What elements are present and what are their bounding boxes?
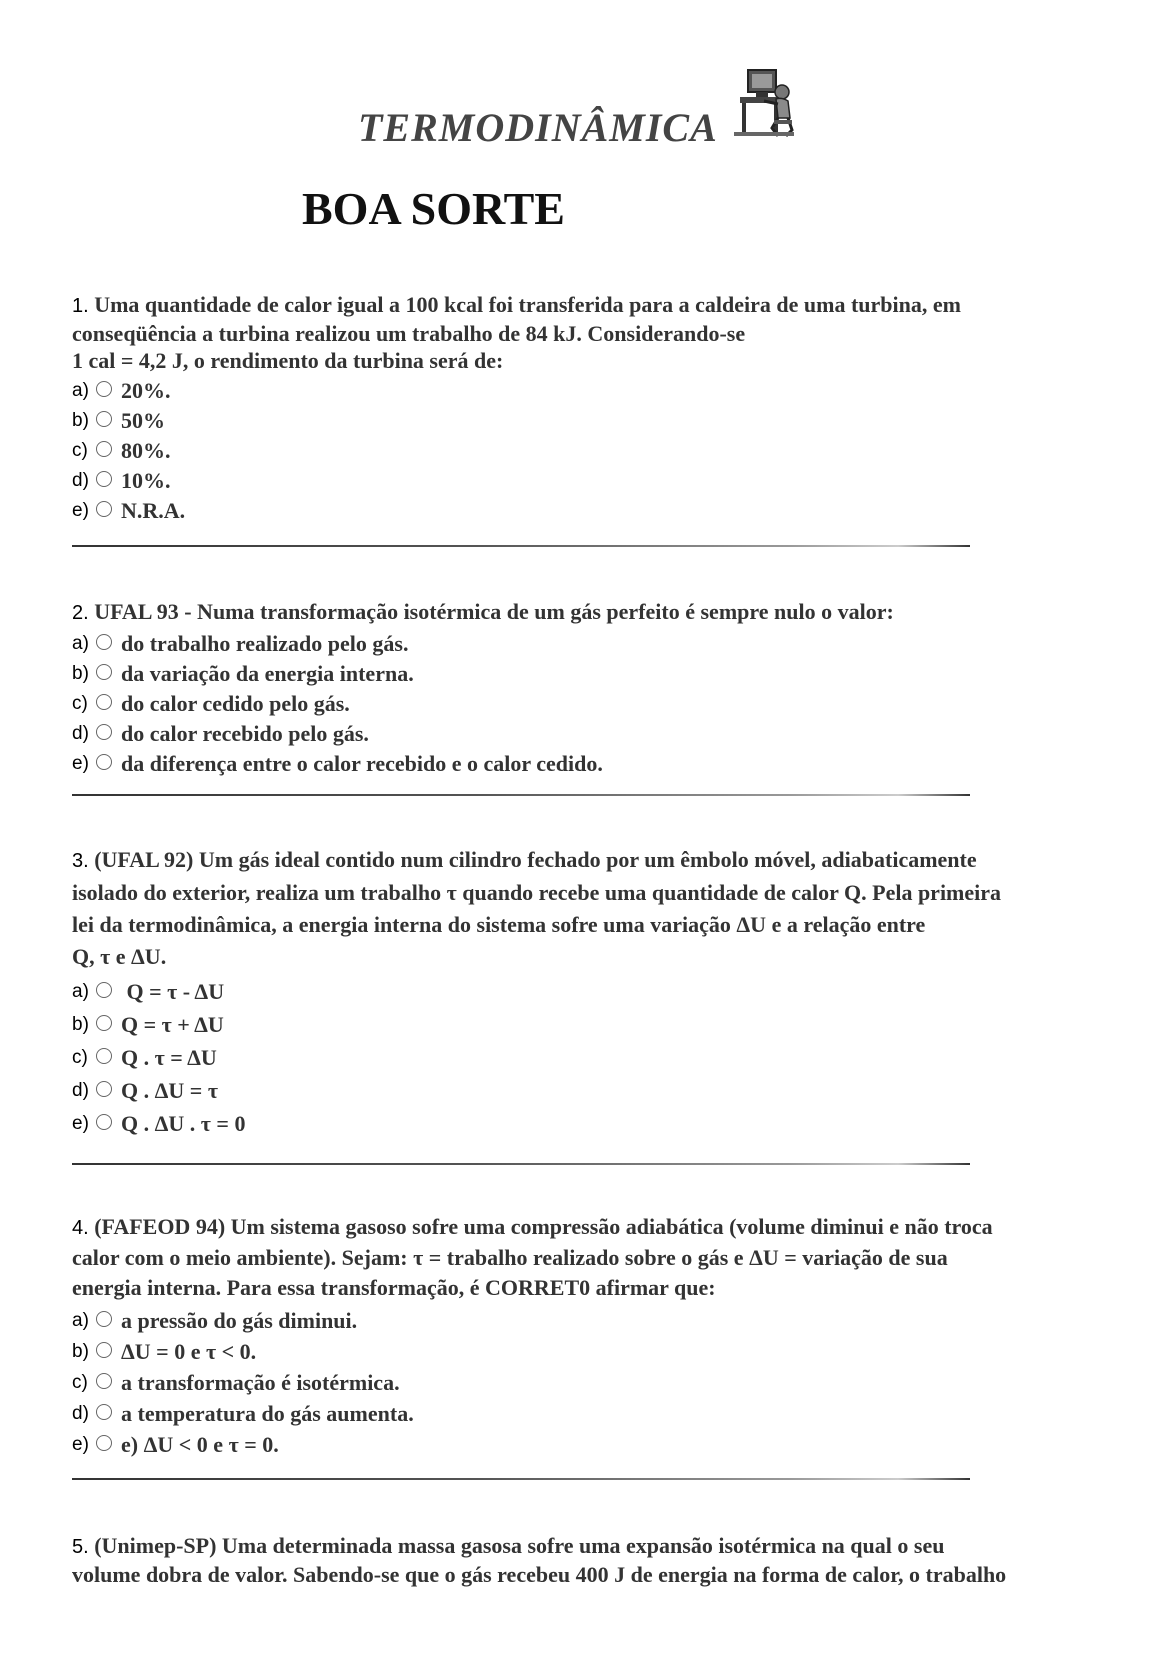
stem-line: (FAFEOD 94) Um sistema gasoso sofre uma compressão adiabática (volume diminui e não troca (94, 1214, 993, 1239)
question-number: 4. (72, 1217, 89, 1239)
radio-button[interactable] (96, 1048, 112, 1064)
option-text: N.R.A. (121, 498, 186, 523)
stem-line: 1 cal = 4,2 J, o rendimento da turbina será de: (72, 348, 504, 373)
option-e[interactable] (72, 1429, 1112, 1460)
option-text: a temperatura do gás aumenta. (121, 1400, 414, 1426)
question-3-stem (72, 844, 1112, 973)
radio-button[interactable] (96, 754, 112, 770)
divider (72, 794, 970, 796)
stem-line: (UFAL 92) Um gás ideal contido num cilindro fechado por um êmbolo móvel, adiabaticamente (94, 847, 977, 872)
radio-button[interactable] (96, 1311, 112, 1327)
radio-button[interactable] (96, 664, 112, 680)
question-4 (72, 1212, 1112, 1460)
option-text: do calor recebido pelo gás. (121, 721, 369, 746)
option-b[interactable] (72, 659, 1112, 689)
option-text: a pressão do gás diminui. (121, 1307, 358, 1333)
option-text: Q . ΔU . τ = 0 (121, 1110, 246, 1136)
option-b[interactable] (72, 1008, 1112, 1041)
subtitle: BOA SORTE (302, 183, 565, 234)
question-number: 2. (72, 602, 89, 624)
page-title: TERMODINÂMICA (358, 105, 718, 150)
divider (72, 1163, 970, 1165)
question-1-stem (72, 291, 1112, 374)
option-text: Q = τ - ΔU (121, 978, 225, 1004)
options-list (72, 1305, 1112, 1460)
option-letter: d) (72, 1402, 89, 1424)
option-text: 20%. (121, 378, 171, 403)
stem-line: lei da termodinâmica, a energia interna do sistema sofre uma variação ΔU e a relação entre (72, 912, 926, 937)
radio-button[interactable] (96, 1114, 112, 1130)
stem-line: conseqüência a turbina realizou um trabalho de 84 kJ. Considerando-se (72, 321, 746, 346)
option-b[interactable] (72, 406, 1112, 436)
option-letter: e) (72, 1433, 89, 1455)
question-2 (72, 598, 1112, 779)
radio-button[interactable] (96, 1081, 112, 1097)
question-2-stem (72, 598, 1112, 627)
stem-line: energia interna. Para essa transformação, é CORRET0 afirmar que: (72, 1275, 716, 1300)
radio-button[interactable] (96, 1015, 112, 1031)
radio-button[interactable] (96, 1435, 112, 1451)
stem-line: volume dobra de valor. Sabendo-se que o gás recebeu 400 J de energia na forma de calor, o trabalho (72, 1562, 1007, 1587)
option-letter: a) (72, 380, 89, 401)
option-letter: c) (72, 1046, 88, 1068)
option-text: 80%. (121, 438, 171, 463)
option-e[interactable] (72, 749, 1112, 779)
person-at-computer-icon (734, 68, 798, 140)
divider (72, 1478, 970, 1480)
option-letter: c) (72, 693, 88, 714)
header (0, 68, 1176, 148)
radio-button[interactable] (96, 411, 112, 427)
question-number: 5. (72, 1536, 89, 1558)
question-5 (72, 1532, 1112, 1588)
option-text: da diferença entre o calor recebido e o calor cedido. (121, 751, 603, 776)
option-letter: b) (72, 1013, 89, 1035)
options-list (72, 975, 1112, 1140)
option-text: do trabalho realizado pelo gás. (121, 631, 409, 656)
option-d[interactable] (72, 1074, 1112, 1107)
option-text: Q . ΔU = τ (121, 1077, 218, 1103)
option-letter: d) (72, 470, 89, 491)
question-4-stem (72, 1212, 1112, 1303)
option-letter: a) (72, 980, 89, 1002)
option-d[interactable] (72, 1398, 1112, 1429)
question-5-stem (72, 1532, 1112, 1588)
option-text: 50% (121, 408, 165, 433)
option-c[interactable] (72, 1367, 1112, 1398)
option-text: Q . τ = ΔU (121, 1044, 217, 1070)
radio-button[interactable] (96, 381, 112, 397)
stem-line: UFAL 93 - Numa transformação isotérmica de um gás perfeito é sempre nulo o valor: (94, 599, 894, 624)
option-d[interactable] (72, 466, 1112, 496)
option-text: do calor cedido pelo gás. (121, 691, 350, 716)
option-letter: e) (72, 753, 89, 774)
option-a[interactable] (72, 1305, 1112, 1336)
radio-button[interactable] (96, 501, 112, 517)
option-a[interactable] (72, 975, 1112, 1008)
stem-line: (Unimep-SP) Uma determinada massa gasosa sofre uma expansão isotérmica na qual o seu (94, 1533, 945, 1558)
radio-button[interactable] (96, 982, 112, 998)
divider (72, 545, 970, 547)
radio-button[interactable] (96, 1342, 112, 1358)
option-letter: b) (72, 663, 89, 684)
option-b[interactable] (72, 1336, 1112, 1367)
option-c[interactable] (72, 436, 1112, 466)
option-letter: a) (72, 1309, 89, 1331)
option-letter: c) (72, 440, 88, 461)
option-c[interactable] (72, 689, 1112, 719)
option-e[interactable] (72, 496, 1112, 526)
radio-button[interactable] (96, 471, 112, 487)
option-text: ΔU = 0 e τ < 0. (121, 1338, 257, 1364)
option-a[interactable] (72, 376, 1112, 406)
option-letter: b) (72, 1340, 89, 1362)
option-letter: e) (72, 1112, 89, 1134)
stem-line: Uma quantidade de calor igual a 100 kcal foi transferida para a caldeira de uma turbina, em (94, 292, 961, 317)
option-text: 10%. (121, 468, 171, 493)
radio-button[interactable] (96, 1373, 112, 1389)
option-d[interactable] (72, 719, 1112, 749)
option-e[interactable] (72, 1107, 1112, 1140)
option-text: Q = τ + ΔU (121, 1011, 224, 1037)
radio-button[interactable] (96, 694, 112, 710)
options-list (72, 629, 1112, 779)
radio-button[interactable] (96, 634, 112, 650)
option-letter: b) (72, 410, 89, 431)
stem-line: isolado do exterior, realiza um trabalho τ quando recebe uma quantidade de calor Q. Pela primeira (72, 880, 1002, 905)
option-a[interactable] (72, 629, 1112, 659)
radio-button[interactable] (96, 724, 112, 740)
stem-line: calor com o meio ambiente). Sejam: τ = trabalho realizado sobre o gás e ΔU = variação de sua (72, 1245, 948, 1270)
question-3 (72, 844, 1112, 1140)
option-letter: e) (72, 500, 89, 521)
question-number: 1. (72, 295, 89, 317)
stem-line: Q, τ e ΔU. (72, 944, 167, 969)
option-c[interactable] (72, 1041, 1112, 1074)
radio-button[interactable] (96, 441, 112, 457)
option-letter: c) (72, 1371, 88, 1393)
option-text: e) ΔU < 0 e τ = 0. (121, 1431, 279, 1457)
radio-button[interactable] (96, 1404, 112, 1420)
options-list (72, 376, 1112, 526)
question-number: 3. (72, 850, 89, 872)
option-text: a transformação é isotérmica. (121, 1369, 400, 1395)
option-text: da variação da energia interna. (121, 661, 414, 686)
option-letter: a) (72, 633, 89, 654)
question-1 (72, 291, 1112, 526)
option-letter: d) (72, 723, 89, 744)
option-letter: d) (72, 1079, 89, 1101)
